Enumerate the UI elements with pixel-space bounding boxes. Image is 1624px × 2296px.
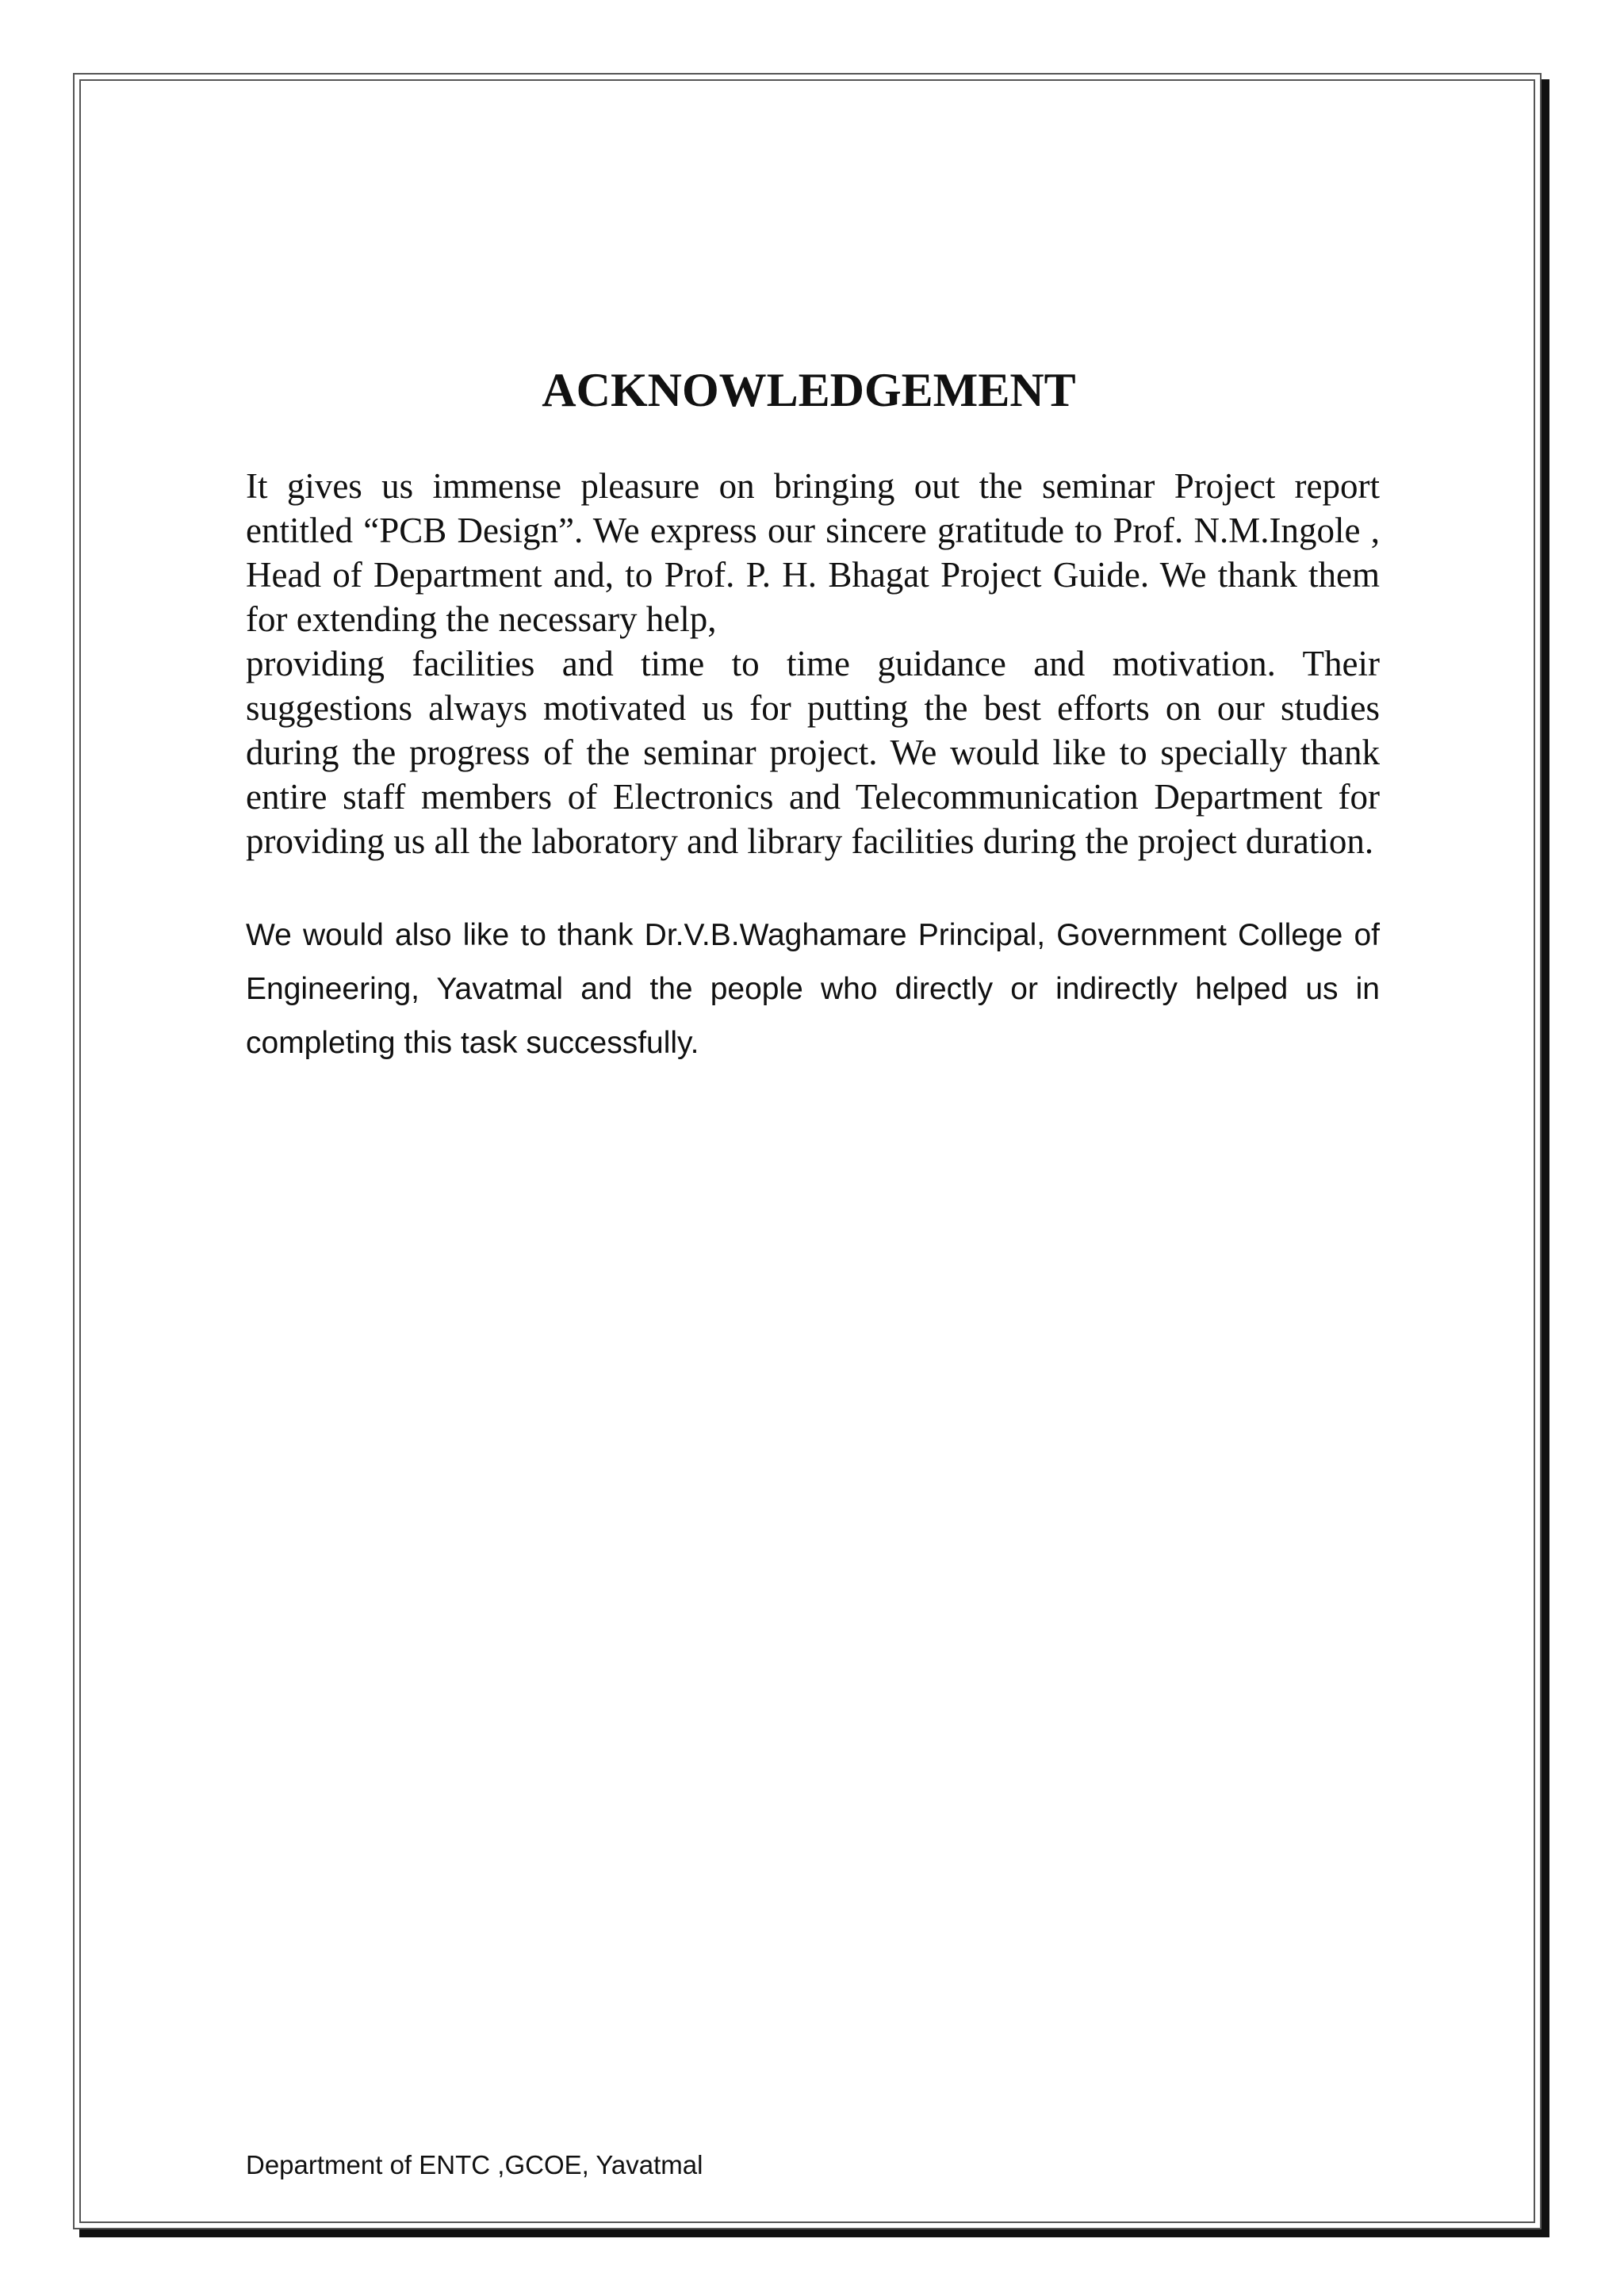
page-border-shadow: [1542, 79, 1549, 2236]
paragraph-thanks: providing facilities and time to time guidance and motivation. Their suggestions always motivated us for putting the best efforts on our studies during the progress of the seminar project. We would like to specially thank entire staff members of Electronics and Telecommunication Department for providing us all the laboratory and library facilities during the project duration.: [246, 644, 1380, 861]
paragraph-principal: We would also like to thank Dr.V.B.Waghamare Principal, Government College of Engineering, Yavatmal and the people who directly or indirectly helped us in completing this task successfully.: [246, 918, 1380, 1060]
page-footer: Department of ENTC ,GCOE, Yavatmal: [246, 2150, 703, 2179]
paragraph-intro: It gives us immense pleasure on bringing out the seminar Project report entitled “PCB Design”. We express our sincere gratitude to Prof. N.M.Ingole , Head of Department and, to Prof. P. H. Bhagat Project Guide. We thank them for extending the necessary help,: [246, 466, 1380, 639]
page-title: ACKNOWLEDGEMENT: [542, 364, 1076, 416]
page-border-shadow: [79, 2229, 1549, 2237]
